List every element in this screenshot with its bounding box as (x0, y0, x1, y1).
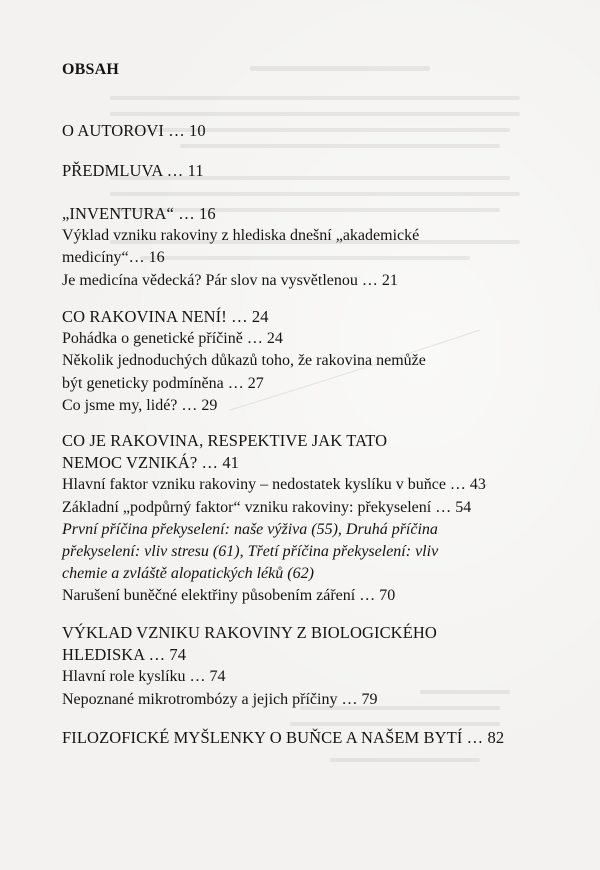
toc-entry: Výklad vzniku rakoviny z hlediska dnešní „akademické (62, 227, 420, 245)
toc-entry-title: CO JE RAKOVINA, RESPEKTIVE JAK TATO (62, 431, 388, 450)
toc-entry: Narušení buněčné elektřiny působením záření … 70 (62, 587, 396, 605)
toc-entry: Pohádka o genetické příčině … 24 (62, 330, 283, 348)
toc-entry: Nepoznané mikrotrombózy a jejich příčiny … 79 (62, 690, 378, 708)
toc-section-o-autorovi (62, 120, 582, 142)
toc-entry: být geneticky podmíněna … 27 (62, 374, 264, 392)
toc-entry-title: O AUTOROVI … 10 (62, 121, 206, 140)
toc-entry: medicíny“… 16 (62, 249, 165, 267)
toc-entry-title: HLEDISKA … 74 (62, 645, 187, 665)
toc-entry-title: PŘEDMLUVA … 11 (62, 161, 204, 180)
toc-entry-title: NEMOC VZNIKÁ? … 41 (62, 453, 240, 473)
toc-entry: Hlavní faktor vzniku rakoviny – nedostatek kyslíku v buňce … 43 (62, 476, 486, 494)
toc-entry-title: CO RAKOVINA NENÍ! … 24 (62, 307, 269, 326)
toc-section-co-rakovina-neni (62, 306, 582, 417)
toc-entry: Základní „podpůrný faktor“ vzniku rakoviny: překyselení … 54 (62, 498, 472, 516)
toc-entry-title: „INVENTURA“ … 16 (62, 204, 216, 223)
toc-entry-title: VÝKLAD VZNIKU RAKOVINY Z BIOLOGICKÉHO (62, 623, 437, 642)
toc-heading: OBSAH (62, 61, 120, 78)
toc-entry: Hlavní role kyslíku … 74 (62, 668, 226, 686)
toc-entry-title: FILOZOFICKÉ MYŠLENKY O BUŇCE A NAŠEM BYTÍ … 82 (62, 728, 505, 747)
toc-section-filozoficke-myslenky (62, 727, 582, 749)
toc-section-predmluva (62, 160, 582, 182)
toc-subentries: První příčina překyselení: naše výživa (55), Druhá příčina (62, 520, 438, 538)
toc-entry: Několik jednoduchých důkazů toho, že rakovina nemůže (62, 352, 426, 370)
toc-subentries: chemie a zvláště alopatických léků (62) (62, 565, 314, 583)
toc-entry: Co jsme my, lidé? … 29 (62, 396, 218, 414)
toc-section-co-je-rakovina (62, 430, 582, 608)
toc-section-inventura (62, 203, 582, 292)
toc-subentries: překyselení: vliv stresu (61), Třetí příčina překyselení: vliv (62, 543, 439, 561)
toc-entry: Je medicína vědecká? Pár slov na vysvětlenou … 21 (62, 271, 398, 289)
toc-section-vyklad-biologicky (62, 622, 582, 711)
